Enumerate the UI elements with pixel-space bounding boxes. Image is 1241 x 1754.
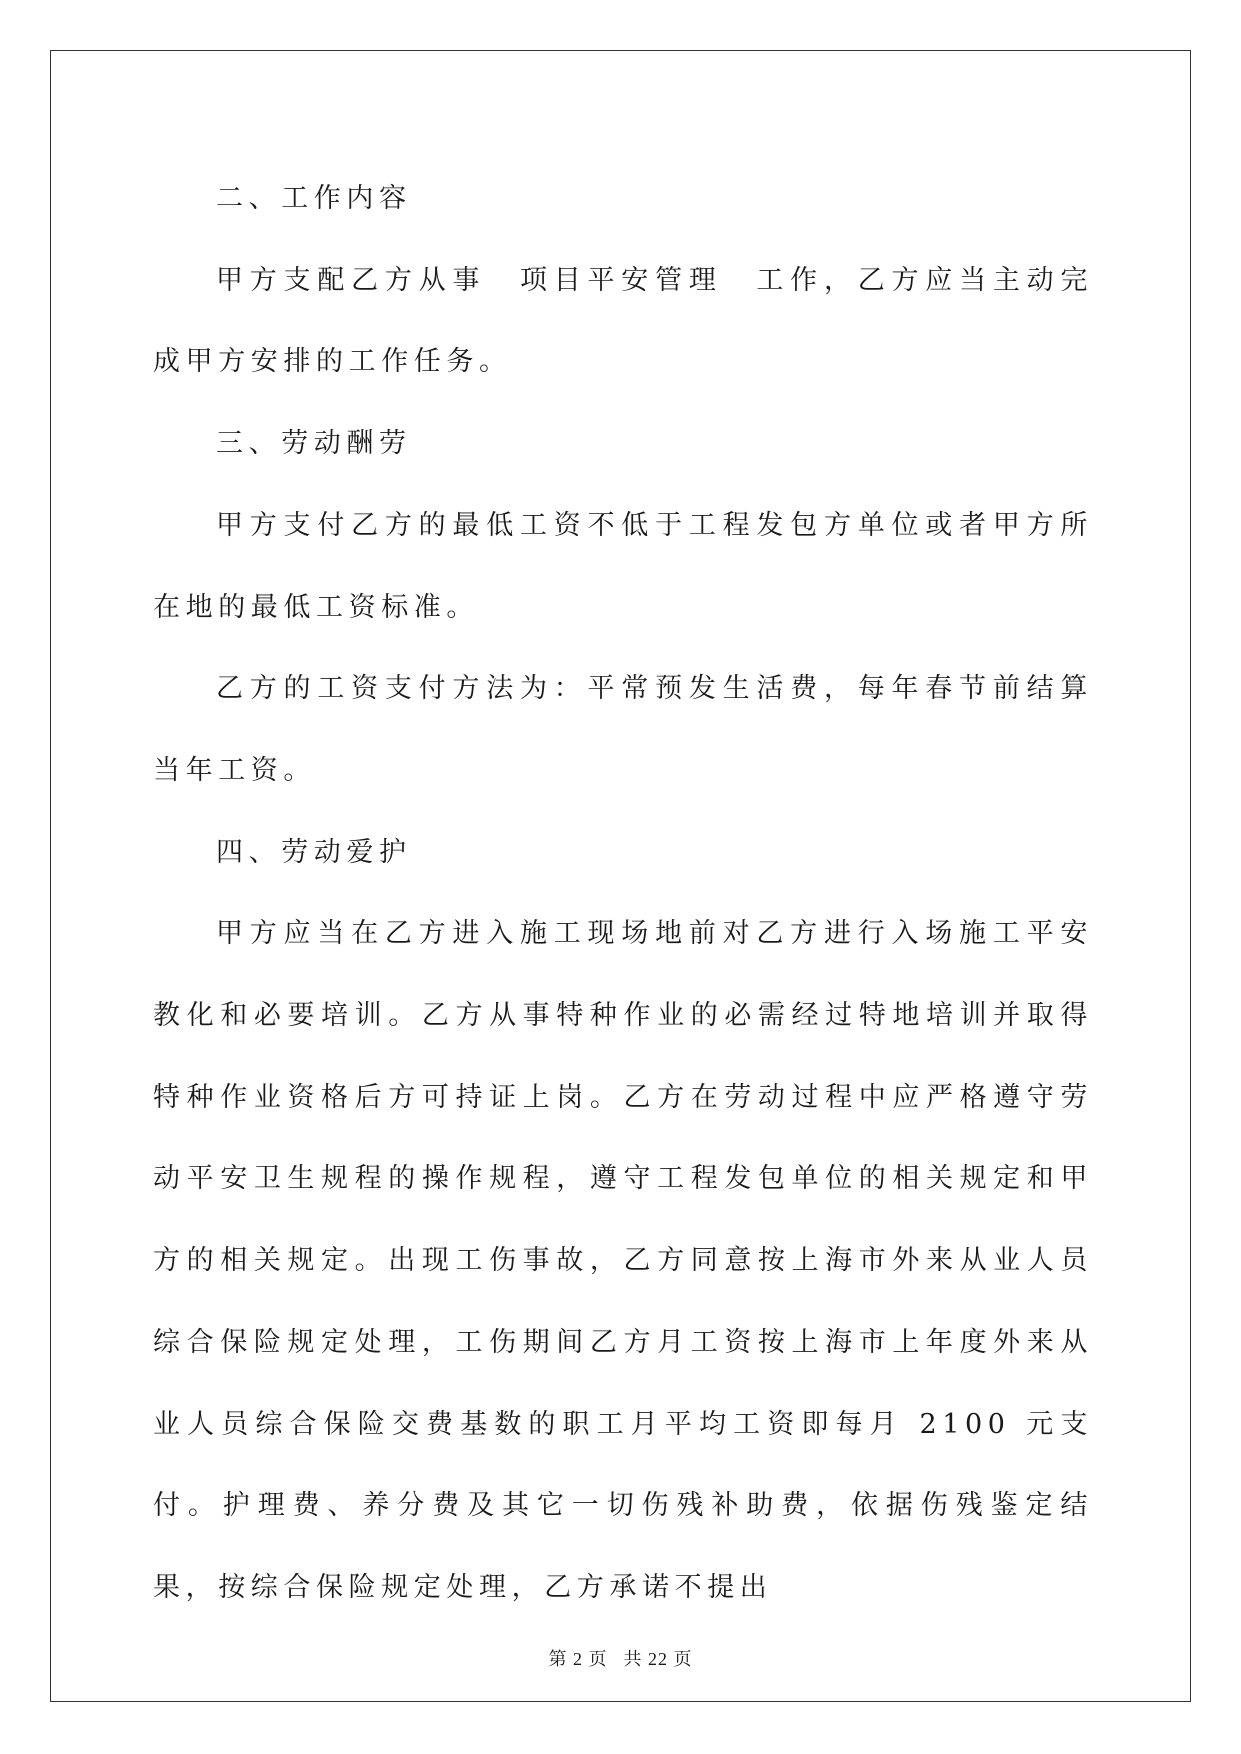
paragraph-safety-training: 甲方应当在乙方进入施工现场地前对乙方进行入场施工平安教化和必要培训。乙方从事特种作业的必需经过特地培训并取得特种作业资格后方可持证上岗。乙方在劳动过程中应严格遵守劳动平安卫生规程的操作规程，遵守工程发包单位的相关规定和甲方的相关规定。出现工伤事故，乙方同意按上海市外来从业人员综合保险规定处理，工伤期间乙方月工资按上海市上年度外来从业人员综合保险交费基数的职工月平均工资即每月 2100 元支付。护理费、养分费及其它一切伤残补助费，依据伤残鉴定结果，按综合保险规定处理，乙方承诺不提出	[153, 918, 1093, 1603]
document-body	[153, 158, 1093, 1629]
section-heading-work-content: 二、工作内容	[216, 183, 412, 214]
page-number: 第 2 页	[548, 1649, 608, 1669]
paragraph-payment-method: 乙方的工资支付方法为：平常预发生活费，每年春节前结算当年工资。	[153, 673, 1093, 786]
page-total: 共 22 页	[623, 1649, 693, 1669]
paragraph-work-assignment: 甲方支配乙方从事 项目平安管理 工作，乙方应当主动完成甲方安排的工作任务。	[153, 264, 1093, 378]
paragraph-minimum-wage: 甲方支付乙方的最低工资不低于工程发包方单位或者甲方所在地的最低工资标准。	[153, 509, 1093, 623]
page-footer	[0, 1647, 1241, 1671]
section-heading-remuneration: 三、劳动酬劳	[216, 428, 412, 460]
section-heading-labor-protection: 四、劳动爱护	[216, 836, 412, 868]
